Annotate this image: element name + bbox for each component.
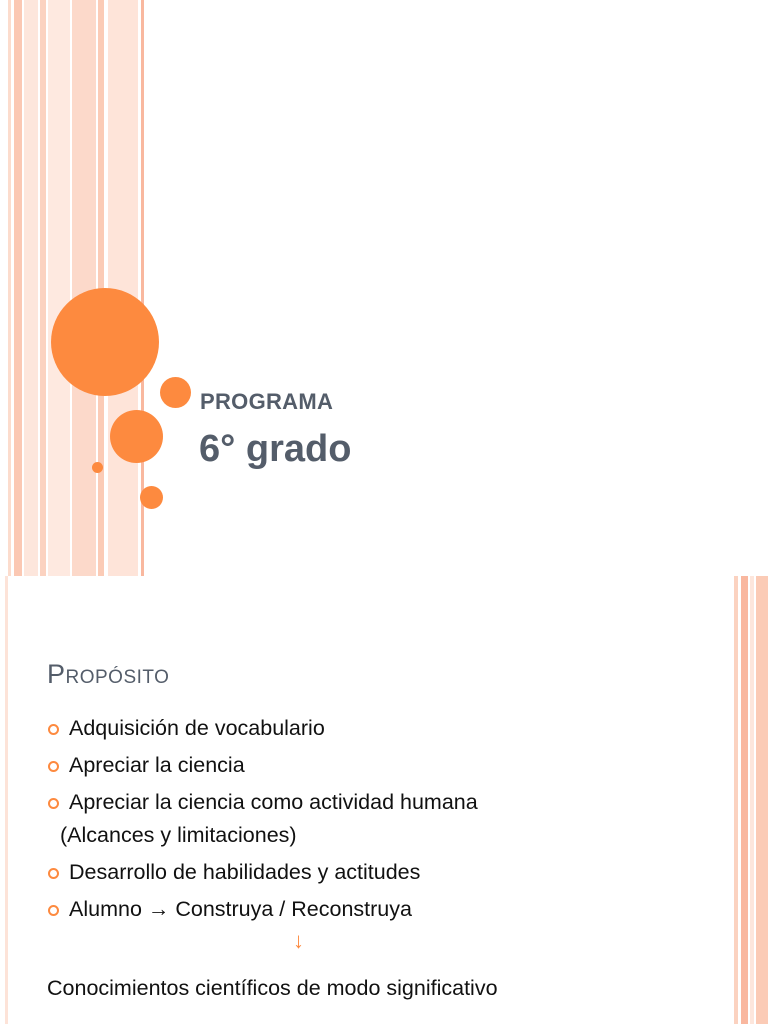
decorative-stripe (750, 576, 754, 1024)
list-item-text: Alumno → Construya / Reconstruya (69, 897, 412, 921)
list-item-continuation (46, 823, 478, 848)
bullet-ring-icon (48, 868, 59, 879)
decorative-stripe (741, 576, 748, 1024)
decorative-large-circle (51, 288, 159, 396)
decorative-stripe (5, 576, 8, 1024)
list-item (46, 860, 478, 885)
decorative-stripe (756, 576, 768, 1024)
slide-title: Propósito (47, 659, 170, 689)
bullet-ring-icon (48, 798, 59, 809)
list-item-text: Apreciar la ciencia como actividad humana (69, 790, 478, 814)
bullet-ring-icon (48, 724, 59, 735)
decorative-dot (92, 462, 103, 473)
list-item-text: (Alcances y limitaciones) (60, 823, 297, 847)
bullet-ring-icon (48, 905, 59, 916)
list-item-text: Desarrollo de habilidades y actitudes (69, 860, 421, 884)
list-item (46, 897, 478, 922)
bullet-ring-icon (48, 761, 59, 772)
decorative-stripe (734, 576, 738, 1024)
decorative-stripe (14, 0, 22, 576)
down-arrow-icon: ↓ (293, 928, 304, 953)
slide-title: PROGRAMA (200, 389, 334, 414)
list-item-text: Apreciar la ciencia (69, 753, 245, 777)
decorative-small-circle (140, 486, 163, 509)
decorative-stripe (24, 0, 38, 576)
decorative-stripe (72, 0, 96, 576)
list-item (46, 790, 478, 815)
decorative-stripe (8, 0, 11, 576)
list-item (46, 716, 478, 741)
list-item-text: Adquisición de vocabulario (69, 716, 325, 740)
content-slide (0, 576, 768, 1024)
decorative-stripe (40, 0, 46, 576)
decorative-medium-circle (110, 410, 163, 463)
slide-subtitle: 6° grado (199, 428, 352, 470)
conclusion-text: Conocimientos científicos de modo significativo (47, 976, 498, 1000)
list-item (46, 753, 478, 778)
bullet-list (46, 716, 478, 934)
decorative-stripe (48, 0, 70, 576)
decorative-small-circle (160, 377, 191, 408)
